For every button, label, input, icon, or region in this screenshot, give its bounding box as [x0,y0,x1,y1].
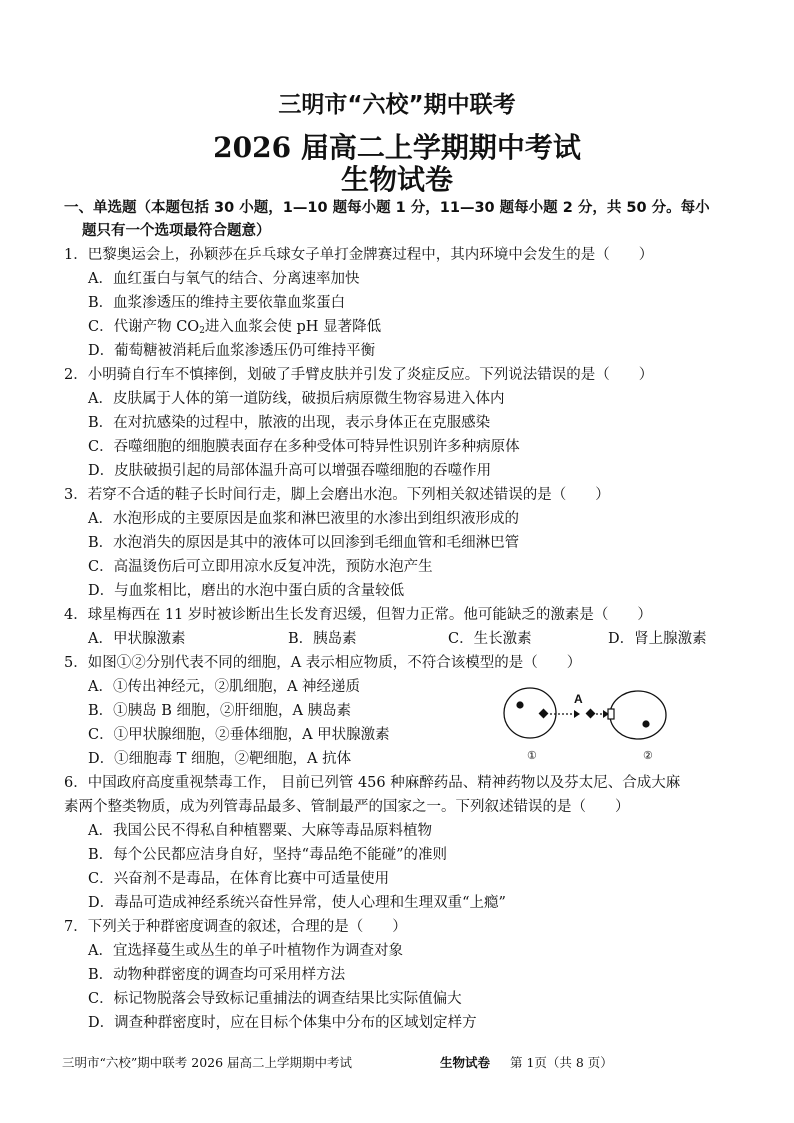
footer-subject: 生物试卷 [440,1055,491,1070]
question-7-stem: 7．下列关于种群密度调查的叙述，合理的是（ ） [64,919,407,935]
question-6-option-b: B．每个公民都应洁身自好，坚持“毒品绝不能碰”的准则 [88,847,447,863]
question-7-option-d: D．调查种群密度时，应在目标个体集中分布的区域划定样方 [88,1015,477,1031]
question-3-option-a: A．水泡形成的主要原因是血浆和淋巴液里的水渗出到组织液形成的 [88,511,519,527]
cell-2-nucleus [642,720,649,727]
question-2-option-d: D．皮肤破损引起的局部体温升高可以增强吞噬细胞的吞噬作用 [88,463,492,479]
footer-page-number: 第 1页（共 8 页） [509,1055,613,1070]
question-4-stem: 4．球星梅西在 11 岁时被诊断出生长发育迟缓，但智力正常。他可能缺乏的激素是（ ） [64,607,652,623]
question-4-option-d: D．肾上腺激素 [608,631,707,647]
question-2-option-c: C．吞噬细胞的细胞膜表面存在多种受体可特异性识别许多种病原体 [88,439,520,455]
question-4-option-c: C．生长激素 [448,631,532,647]
substance-a-label: A [574,692,583,706]
question-6-stem-continued: 素两个整类物质，成为列管毒品最多、管制最严的国家之一。下列叙述错误的是（ ） [64,799,630,815]
question-1-option-a: A．血红蛋白与氧气的结合、分离速率加快 [88,271,360,287]
question-7-option-a: A．宜选择蔓生或丛生的单子叶植物作为调查对象 [88,943,403,959]
cell-1-substance-icon [539,709,549,719]
question-7-option-c: C．标记物脱落会导致标记重捕法的调查结果比实际值偏大 [88,991,462,1007]
cell-2-circle [610,691,666,739]
question-2-stem: 2．小明骑自行车不慎摔倒，划破了手臂皮肤并引发了炎症反应。下列说法错误的是（ ） [64,367,654,383]
section-instructions-line1: 一、单选题（本题包括 30 小题，1—10 题每小题 1 分，11—30 题每小题 2 分，共 50 分。每小 [64,200,710,216]
section-instructions [64,197,744,243]
question-1-stem: 1．巴黎奥运会上，孙颖莎在乒乓球女子单打金牌赛过程中，其内环境中会发生的是（ ） [64,247,654,263]
question-1-option-b: B．血浆渗透压的维持主要依靠血浆蛋白 [88,295,346,311]
cell-2-receptor-icon [608,709,614,719]
question-5-option-d: D．①细胞毒 T 细胞，②靶细胞，A 抗体 [88,751,352,767]
question-5-option-a: A．①传出神经元，②肌细胞，A 神经递质 [88,679,361,695]
footer-right [440,1053,613,1071]
question-1-option-d: D．葡萄糖被消耗后血浆渗透压仍可维持平衡 [88,343,376,359]
question-5-option-c: C．①甲状腺细胞，②垂体细胞，A 甲状腺激素 [88,727,390,743]
secretion-arrow-head-icon [574,710,580,718]
cell-1-circle [504,688,556,738]
footer-exam-info: 三明市“六校”期中联考 2026 届高二上学期期中考试 [62,1055,353,1070]
substance-a-icon [586,709,596,719]
cell-signal-diagram [500,683,690,765]
question-5-option-b: B．①胰岛 B 细胞，②肝细胞，A 胰岛素 [88,703,352,719]
question-6-option-d: D．毒品可造成神经系统兴奋性异常，使人心理和生理双重“上瘾” [88,895,506,911]
question-1-option-c-pre: C．代谢产物 CO [88,319,200,335]
question-3-option-b: B．水泡消失的原因是其中的液体可以回渗到毛细血管和毛细淋巴管 [88,535,520,551]
question-1-option-c [88,317,381,341]
exam-header-title: 2026 届高二上学期期中考试 [213,131,581,164]
section-instructions-line2: 题只有一个选项最符合题意） [82,223,271,239]
question-7-option-b: B．动物种群密度的调查均可采用样方法 [88,967,346,983]
cell-2-label: ② [643,749,653,762]
question-1-option-c-sub: 2 [199,326,205,336]
question-5-stem: 5．如图①②分别代表不同的细胞，A 表示相应物质，不符合该模型的是（ ） [64,655,582,671]
question-6-option-c: C．兴奋剂不是毒品，在体育比赛中可适量使用 [88,871,390,887]
cell-1-label: ① [527,749,537,762]
question-6-option-a: A．我国公民不得私自种植罂粟、大麻等毒品原料植物 [88,823,432,839]
question-2-option-b: B．在对抗感染的过程中，脓液的出现，表示身体正在克服感染 [88,415,491,431]
question-6-stem: 6．中国政府高度重视禁毒工作， 目前已列管 456 种麻醉药品、精神药物以及芬太尼、合成大麻 [64,775,681,791]
exam-header-subject: 生物试卷 [340,163,453,196]
question-3-option-d: D．与血浆相比，磨出的水泡中蛋白质的含量较低 [88,583,405,599]
question-1-option-c-post: 进入血浆会使 pH 显著降低 [204,319,382,335]
question-2-option-a: A．皮肤属于人体的第一道防线，破损后病原微生物容易进入体内 [88,391,505,407]
exam-header-school: 三明市“六校”期中联考 [278,92,516,118]
question-4-option-a: A．甲状腺激素 [88,631,186,647]
question-3-option-c: C．高温烫伤后可立即用凉水反复冲洗，预防水泡产生 [88,559,433,575]
question-3-stem: 3．若穿不合适的鞋子长时间行走，脚上会磨出水泡。下列相关叙述错误的是（ ） [64,487,610,503]
cell-1-nucleus [516,701,523,708]
question-4-option-b: B．胰岛素 [288,631,357,647]
